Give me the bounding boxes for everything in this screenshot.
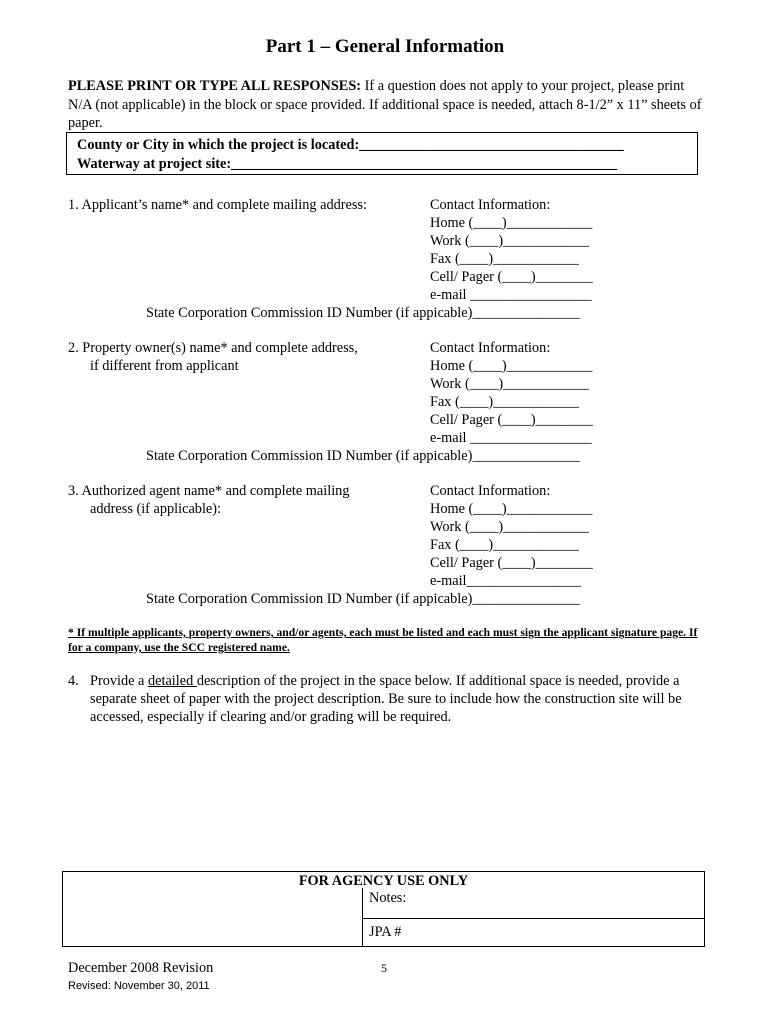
agency-use-box <box>62 871 705 947</box>
q4-text-post: description of the project in the space below. If additional space is needed, provide a separate sheet of paper with the project description. Be sure to include how the construction site will be accessed, especially if clearing and/or grading will be required. <box>90 673 682 725</box>
q2-email-field[interactable]: e-mail _________________ <box>430 430 592 446</box>
q2-cell-field[interactable]: Cell/ Pager (____)________ <box>430 412 593 428</box>
instructions <box>68 77 708 133</box>
revision-date: December 2008 Revision <box>68 960 214 976</box>
page-number: 5 <box>381 961 387 975</box>
instructions-text: If a question does not apply to your project, please print N/A (not applicable) in the block or space provided. If additional space is needed, attach 8-1/2” x 11” sheets of paper. <box>68 78 702 131</box>
instructions-bold: PLEASE PRINT OR TYPE ALL RESPONSES: <box>68 78 362 94</box>
q2-fax-field[interactable]: Fax (____)____________ <box>430 394 579 410</box>
q4-text-pre: Provide a <box>90 673 148 689</box>
q1-home-field[interactable]: Home (____)____________ <box>430 215 593 231</box>
q1-scc-field[interactable]: State Corporation Commission ID Number (if appicable)_______________ <box>146 305 580 321</box>
location-box <box>66 132 698 175</box>
q3-email-field[interactable]: e-mail________________ <box>430 573 581 589</box>
q1-contact-header: Contact Information: <box>430 197 551 213</box>
q3-work-field[interactable]: Work (____)____________ <box>430 519 589 535</box>
q3-label-2: address (if applicable): <box>90 501 221 517</box>
q2-home-field[interactable]: Home (____)____________ <box>430 358 593 374</box>
q3-fax-field[interactable]: Fax (____)____________ <box>430 537 579 553</box>
q1-email-field[interactable]: e-mail _________________ <box>430 287 592 303</box>
q4-text-underlined: detailed <box>147 673 197 689</box>
revised-date: Revised: November 30, 2011 <box>68 980 210 992</box>
page-title: Part 1 – General Information <box>265 36 505 57</box>
q4-number: 4. <box>68 673 79 689</box>
q3-scc-field[interactable]: State Corporation Commission ID Number (if appicable)_______________ <box>146 591 580 607</box>
q2-label-2: if different from applicant <box>90 358 239 374</box>
q3-contact-header: Contact Information: <box>430 483 551 499</box>
q3-cell-field[interactable]: Cell/ Pager (____)________ <box>430 555 593 571</box>
agency-jpa-field[interactable]: JPA # <box>369 924 402 940</box>
q1-fax-field[interactable]: Fax (____)____________ <box>430 251 579 267</box>
q3-home-field[interactable]: Home (____)____________ <box>430 501 593 517</box>
q4-description-prompt <box>68 672 708 726</box>
agency-notes-field[interactable]: Notes: <box>369 890 407 906</box>
agency-vertical-divider <box>362 888 363 946</box>
q2-contact-header: Contact Information: <box>430 340 551 356</box>
q2-label: 2. Property owner(s) name* and complete address, <box>68 340 358 356</box>
q1-cell-field[interactable]: Cell/ Pager (____)________ <box>430 269 593 285</box>
q2-work-field[interactable]: Work (____)____________ <box>430 376 589 392</box>
q1-label: 1. Applicant’s name* and complete mailing address: <box>68 197 367 213</box>
q4-description-area[interactable] <box>68 730 708 865</box>
county-field[interactable]: County or City in which the project is located:_____________________________________ <box>77 137 624 153</box>
agency-header: FOR AGENCY USE ONLY <box>298 873 469 889</box>
q3-label: 3. Authorized agent name* and complete mailing <box>68 483 350 499</box>
agency-horizontal-divider <box>362 918 704 919</box>
waterway-field[interactable]: Waterway at project site:______________________________________________________ <box>77 155 618 172</box>
q2-scc-field[interactable]: State Corporation Commission ID Number (if appicable)_______________ <box>146 448 580 464</box>
q1-work-field[interactable]: Work (____)____________ <box>430 233 589 249</box>
footnote: * If multiple applicants, property owners, and/or agents, each must be listed and each must sign the applicant signature page. If for a company, use the SCC registered name. <box>68 626 698 654</box>
